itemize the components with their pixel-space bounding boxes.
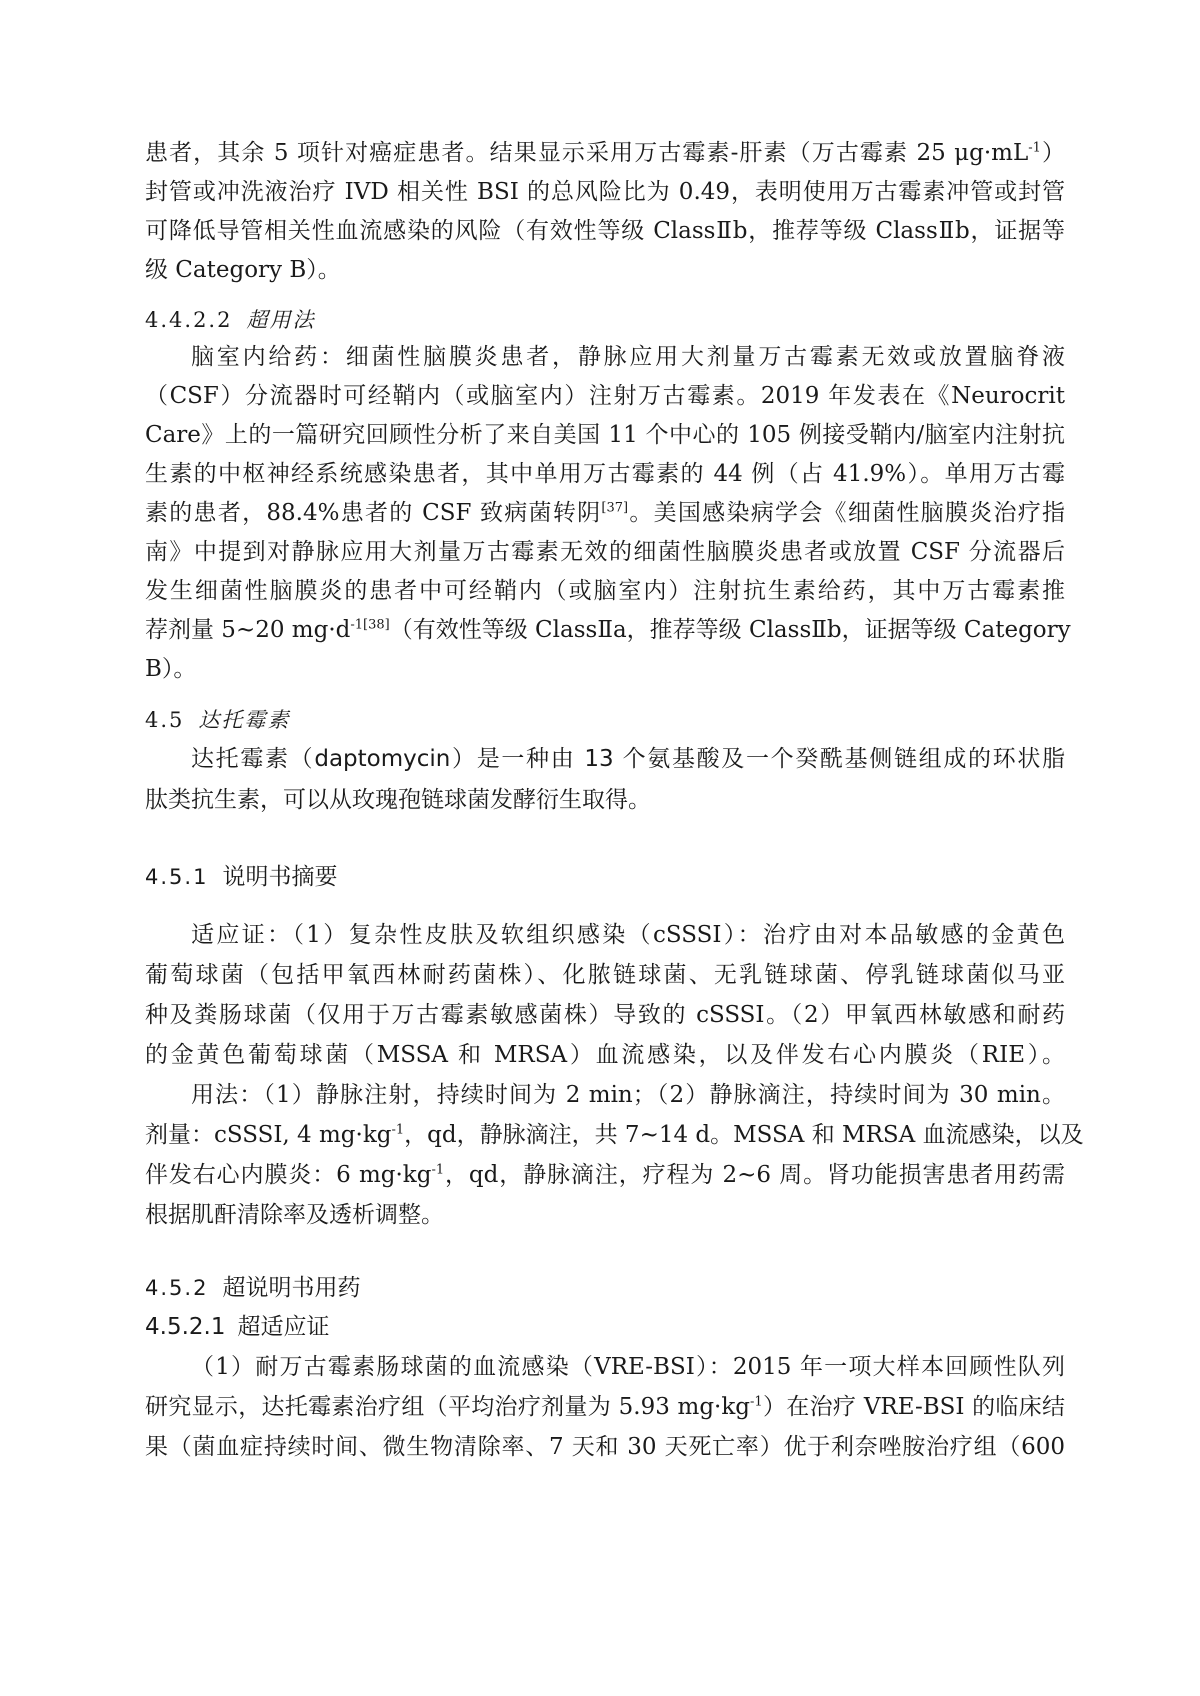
- text: 研究显示，达托霉素治疗组（平均治疗剂量为 5.93 mg·kg: [145, 1394, 751, 1420]
- citation: [37]: [601, 500, 629, 516]
- para3-line2: 肽类抗生素，可以从玫瑰孢链球菌发酵衍生取得。: [145, 787, 651, 813]
- para2-line6: 南》中提到对静脉应用大剂量万古霉素无效的细菌性脑膜炎患者或放置 CSF 分流器后: [145, 539, 1065, 565]
- heading-label: 超适应证: [237, 1314, 330, 1340]
- para5-line1: 用法：（1）静脉注射，持续时间为 2 min；（2）静脉滴注，持续时间为 30 min。: [191, 1082, 1065, 1108]
- para4-line1: 适应证：（1）复杂性皮肤及软组织感染（cSSSI）：治疗由对本品敏感的金黄色: [191, 922, 1065, 948]
- heading-number: 4.5.1: [145, 865, 209, 889]
- para2-line8: [145, 615, 1071, 645]
- para1-line1: [145, 138, 1065, 168]
- para5-line3: [145, 1160, 1065, 1190]
- text: 荐剂量 5~20 mg·d: [145, 617, 351, 643]
- text: ）在治疗 VRE-BSI 的临床结: [762, 1394, 1066, 1420]
- para1-line3: 可降低导管相关性血流感染的风险（有效性等级 ClassⅡb，推荐等级 ClassⅡb，证据等: [145, 218, 1065, 244]
- para2-line2: （CSF）分流器时可经鞘内（或脑室内）注射万古霉素。2019 年发表在《Neurocrit: [145, 383, 1065, 409]
- para5-line2: [145, 1120, 1084, 1150]
- heading-label: 超用法: [246, 308, 316, 332]
- heading-4-4-2-2: [145, 305, 1065, 335]
- heading-4-5: [145, 705, 1065, 735]
- heading-4-5-1: [145, 862, 1065, 892]
- para6-line3: 果（菌血症持续时间、微生物清除率、7 天和 30 天死亡率）优于利奈唑胺治疗组（600: [145, 1434, 1065, 1460]
- para1-line4: 级 Category B）。: [145, 257, 341, 283]
- text: ，qd，静脉滴注，疗程为 2~6 周。肾功能损害患者用药需: [444, 1162, 1066, 1188]
- text: 素的患者，88.4%患者的 CSF 致病菌转阴: [145, 500, 602, 526]
- superscript: -1: [391, 1122, 405, 1138]
- text: 患者，其余 5 项针对癌症患者。结果显示采用万古霉素-肝素（万古霉素 25 μg·mL: [145, 140, 1029, 166]
- heading-number: 4.5: [145, 708, 185, 732]
- text: ，qd，静脉滴注，共 7~14 d。MSSA 和 MRSA 血流感染，以及: [404, 1122, 1084, 1148]
- para4-line2: 葡萄球菌（包括甲氧西林耐药菌株）、化脓链球菌、无乳链球菌、停乳链球菌似马亚: [145, 962, 1065, 988]
- heading-label: 说明书摘要: [222, 864, 338, 890]
- superscript: -1: [431, 1162, 445, 1178]
- para2-line1: 脑室内给药：细菌性脑膜炎患者，静脉应用大剂量万古霉素无效或放置脑脊液: [191, 344, 1065, 370]
- para1-line2: 封管或冲洗液治疗 IVD 相关性 BSI 的总风险比为 0.49，表明使用万古霉素冲管或封管: [145, 179, 1065, 205]
- para2-line9: B）。: [145, 656, 197, 682]
- heading-4-5-2-1: [145, 1312, 1065, 1342]
- heading-number: 4.5.2.1: [145, 1314, 226, 1340]
- para2-line3: Care》上的一篇研究回顾性分析了来自美国 11 个中心的 105 例接受鞘内/脑室内注射抗: [145, 422, 1065, 448]
- text: ）: [1040, 140, 1065, 166]
- heading-4-5-2: [145, 1273, 1065, 1303]
- heading-label: 达托霉素: [198, 708, 291, 732]
- para4-line3: 种及粪肠球菌（仅用于万古霉素敏感菌株）导致的 cSSSI。（2）甲氧西林敏感和耐药: [145, 1002, 1065, 1028]
- para6-line2: [145, 1392, 1065, 1422]
- para4-line4: 的金黄色葡萄球菌（MSSA 和 MRSA）血流感染，以及伴发右心内膜炎（RIE）。: [145, 1042, 1065, 1068]
- text: 剂量：cSSSI, 4 mg·kg: [145, 1122, 392, 1148]
- para5-line4: 根据肌酐清除率及透析调整。: [145, 1202, 444, 1228]
- heading-label: 超说明书用药: [222, 1275, 361, 1301]
- para3-line1: 达托霉素（daptomycin）是一种由 13 个氨基酸及一个癸酰基侧链组成的环状脂: [191, 746, 1065, 772]
- para2-line4: 生素的中枢神经系统感染患者，其中单用万古霉素的 44 例（占 41.9%）。单用万古霉: [145, 461, 1065, 487]
- text: 伴发右心内膜炎：6 mg·kg: [145, 1162, 432, 1188]
- text: 。美国感染病学会《细菌性脑膜炎治疗指: [628, 500, 1065, 526]
- superscript: -1: [750, 1394, 763, 1410]
- heading-number: 4.5.2: [145, 1276, 209, 1300]
- superscript: -1: [1028, 140, 1041, 156]
- citation: -1[38]: [350, 617, 390, 633]
- para6-line1: （1）耐万古霉素肠球菌的血流感染（VRE-BSI）：2015 年一项大样本回顾性队列: [191, 1354, 1065, 1380]
- para2-line5: [145, 498, 1065, 528]
- heading-number: 4.4.2.2: [145, 308, 233, 332]
- text: （有效性等级 ClassⅡa，推荐等级 ClassⅡb，证据等级 Category: [389, 617, 1071, 643]
- para2-line7: 发生细菌性脑膜炎的患者中可经鞘内（或脑室内）注射抗生素给药，其中万古霉素推: [145, 578, 1065, 604]
